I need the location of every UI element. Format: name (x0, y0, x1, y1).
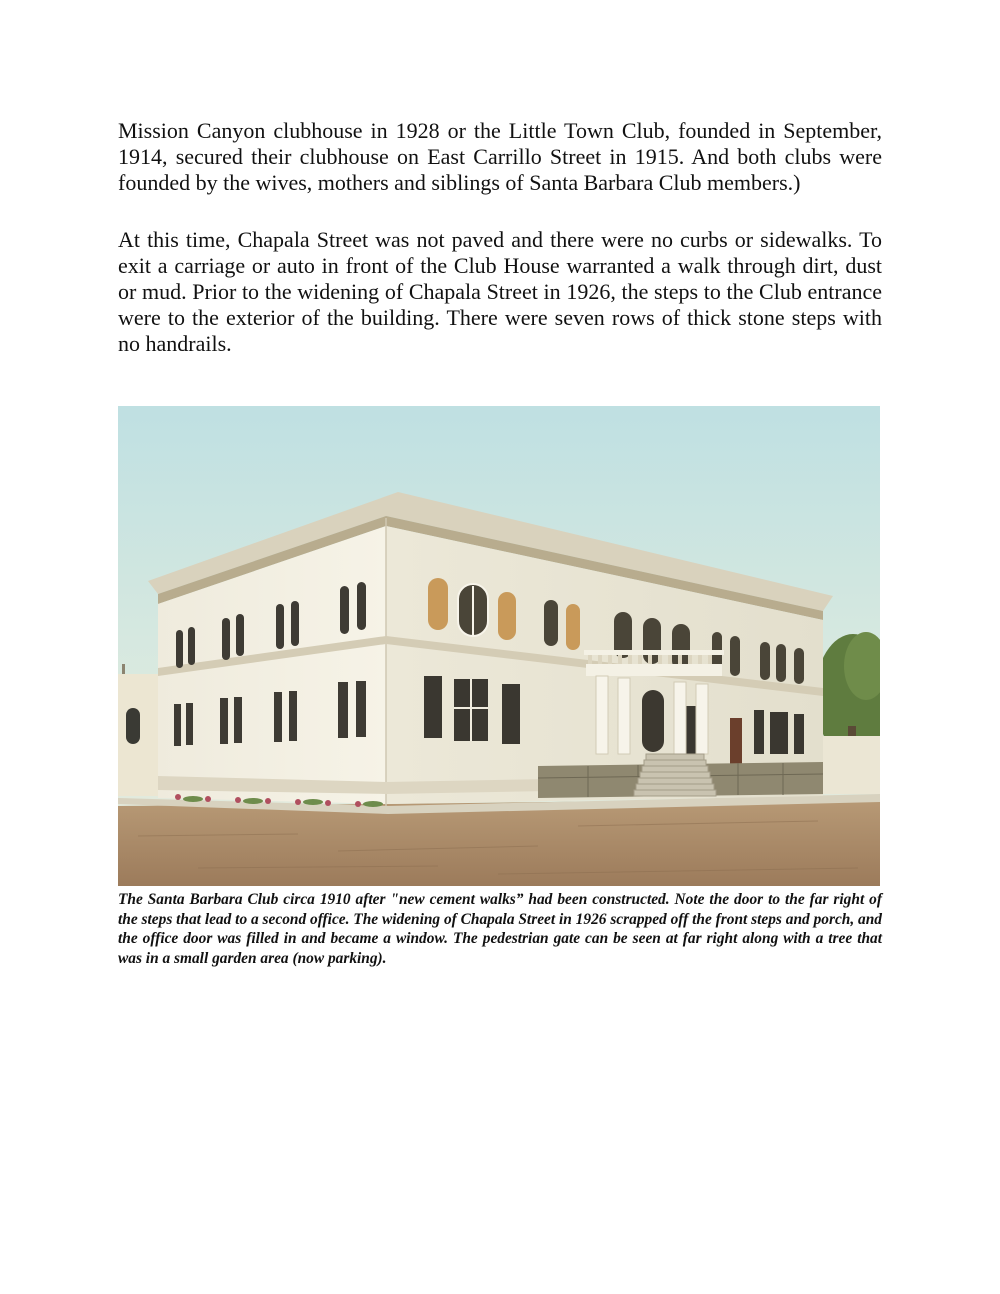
postcard-illustration (118, 406, 880, 886)
historic-photo-santa-barbara-club (118, 406, 880, 886)
body-paragraph: At this time, Chapala Street was not paved and there were no curbs or sidewalks. To exit a carriage or auto in front of the Club House warranted a walk through dirt, dust or mud. Prior to the widening of Chapala Street in 1926, the steps to the Club entrance were to the exterior of the building. There were seven rows of thick stone steps with no handrails. (118, 227, 882, 356)
body-paragraph: Mission Canyon clubhouse in 1928 or the Little Town Club, founded in September, 1914, secured their clubhouse on East Carrillo Street in 1915. And both clubs were founded by the wives, mothers and siblings of Santa Barbara Club members.) (118, 118, 882, 195)
figure-caption: The Santa Barbara Club circa 1910 after "new cement walks” had been constructed. Note the door to the far right of the steps that lead to a second office. The widening of Chapala Street in 1926 scrapped off the front steps and porch, and the office door was filled in and became a window. The pedestrian gate can be seen at far right along with a tree that was in a small garden area (now parking). (118, 891, 882, 967)
